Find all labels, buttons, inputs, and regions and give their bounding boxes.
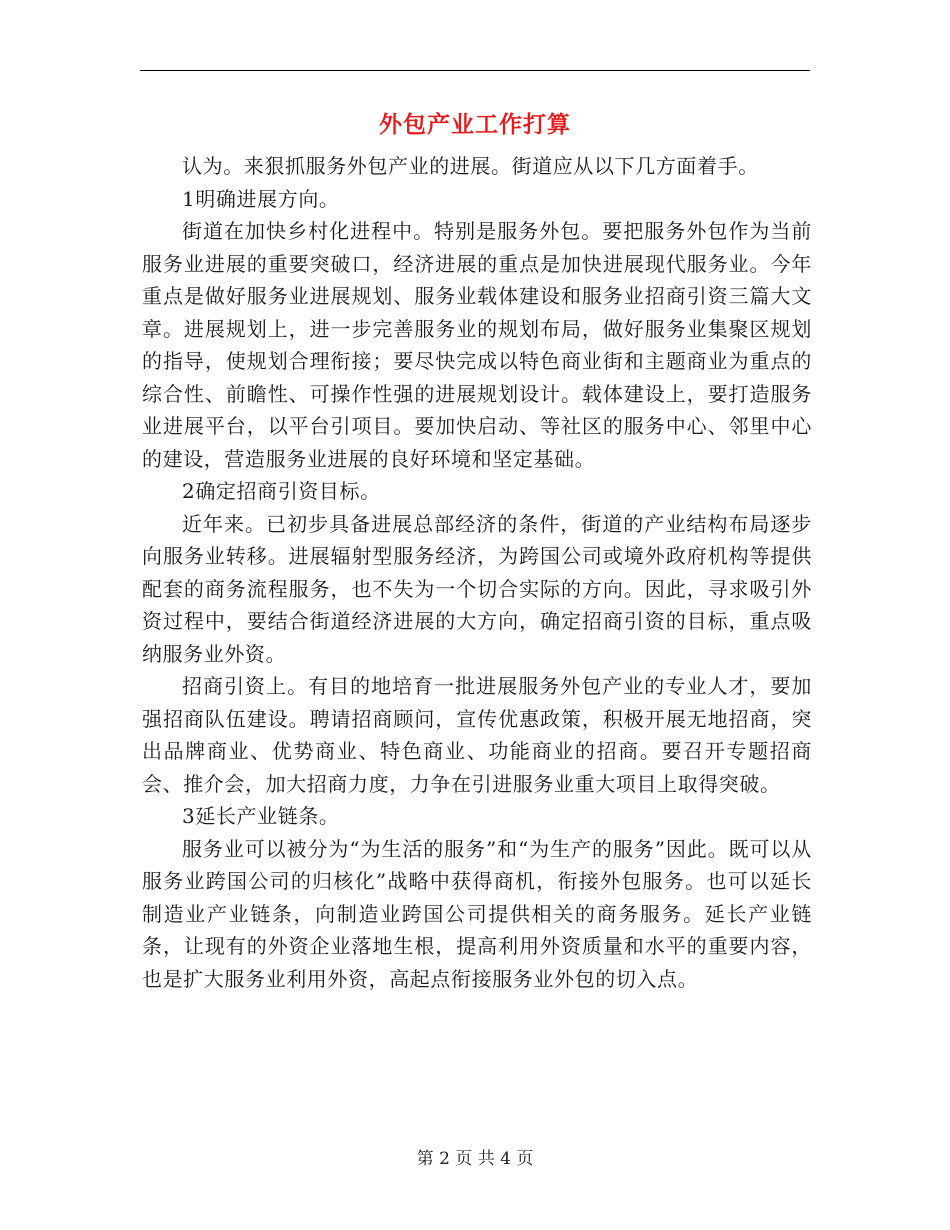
paragraph-direction: 街道在加快乡村化进程中。特别是服务外包。要把服务外包作为当前服务业进展的重要突破口，经济进展的重点是加快进展现代服务业。今年重点是做好服务业进展规划、服务业载体建设和服务业招商引资三篇大文章。进展规划上，进一步完善服务业的规划布局，做好服务业集聚区规划的指导，使规划合理衔接；要尽快完成以特色商业街和主题商业为重点的综合性、前瞻性、可操作性强的进展规划设计。载体建设上，要打造服务业进展平台，以平台引项目。要加快启动、等社区的服务中心、邻里中心的建设，营造服务业进展的良好环境和坚定基础。 [142, 219, 812, 471]
paragraph-investment-target: 近年来。已初步具备进展总部经济的条件，街道的产业结构布局逐步向服务业转移。进展辐射型服务经济，为跨国公司或境外政府机构等提供配套的商务流程服务，也不失为一个切合实际的方向。因此，寻求吸引外资过程中，要结合街道经济进展的大方向，确定招商引资的目标，重点吸纳服务业外资。 [142, 511, 812, 666]
paragraph-intro: 认为。来狠抓服务外包产业的进展。街道应从以下几方面着手。 [182, 154, 759, 178]
document-body [142, 150, 812, 995]
document-title: 外包产业工作打算 [379, 111, 571, 138]
paragraph-investment-work: 招商引资上。有目的地培育一批进展服务外包产业的专业人才，要加强招商队伍建设。聘请招商顾问，宣传优惠政策，积极开展无地招商，突出品牌商业、优势商业、特色商业、功能商业的招商。要召开专题招商会、推介会，加大招商力度，力争在引进服务业重大项目上取得突破。 [142, 674, 812, 796]
heading-direction: 1明确进展方向。 [182, 186, 340, 211]
paragraph-industry-chain: 服务业可以被分为“为生活的服务”和“为生产的服务”因此。既可以从服务业跨国公司的归核化”战略中获得商机，衔接外包服务。也可以延长制造业产业链条，向制造业跨国公司提供相关的商务服务。延长产业链条，让现有的外资企业落地生根，提高利用外资质量和水平的重要内容，也是扩大服务业利用外资，高起点衔接服务业外包的切入点。 [142, 836, 812, 991]
heading-investment-target: 2确定招商引资目标。 [182, 479, 381, 503]
heading-industry-chain: 3延长产业链条。 [182, 804, 340, 828]
page-number-footer: 第 2 页 共 4 页 [416, 1149, 534, 1169]
header-rule [140, 70, 810, 71]
